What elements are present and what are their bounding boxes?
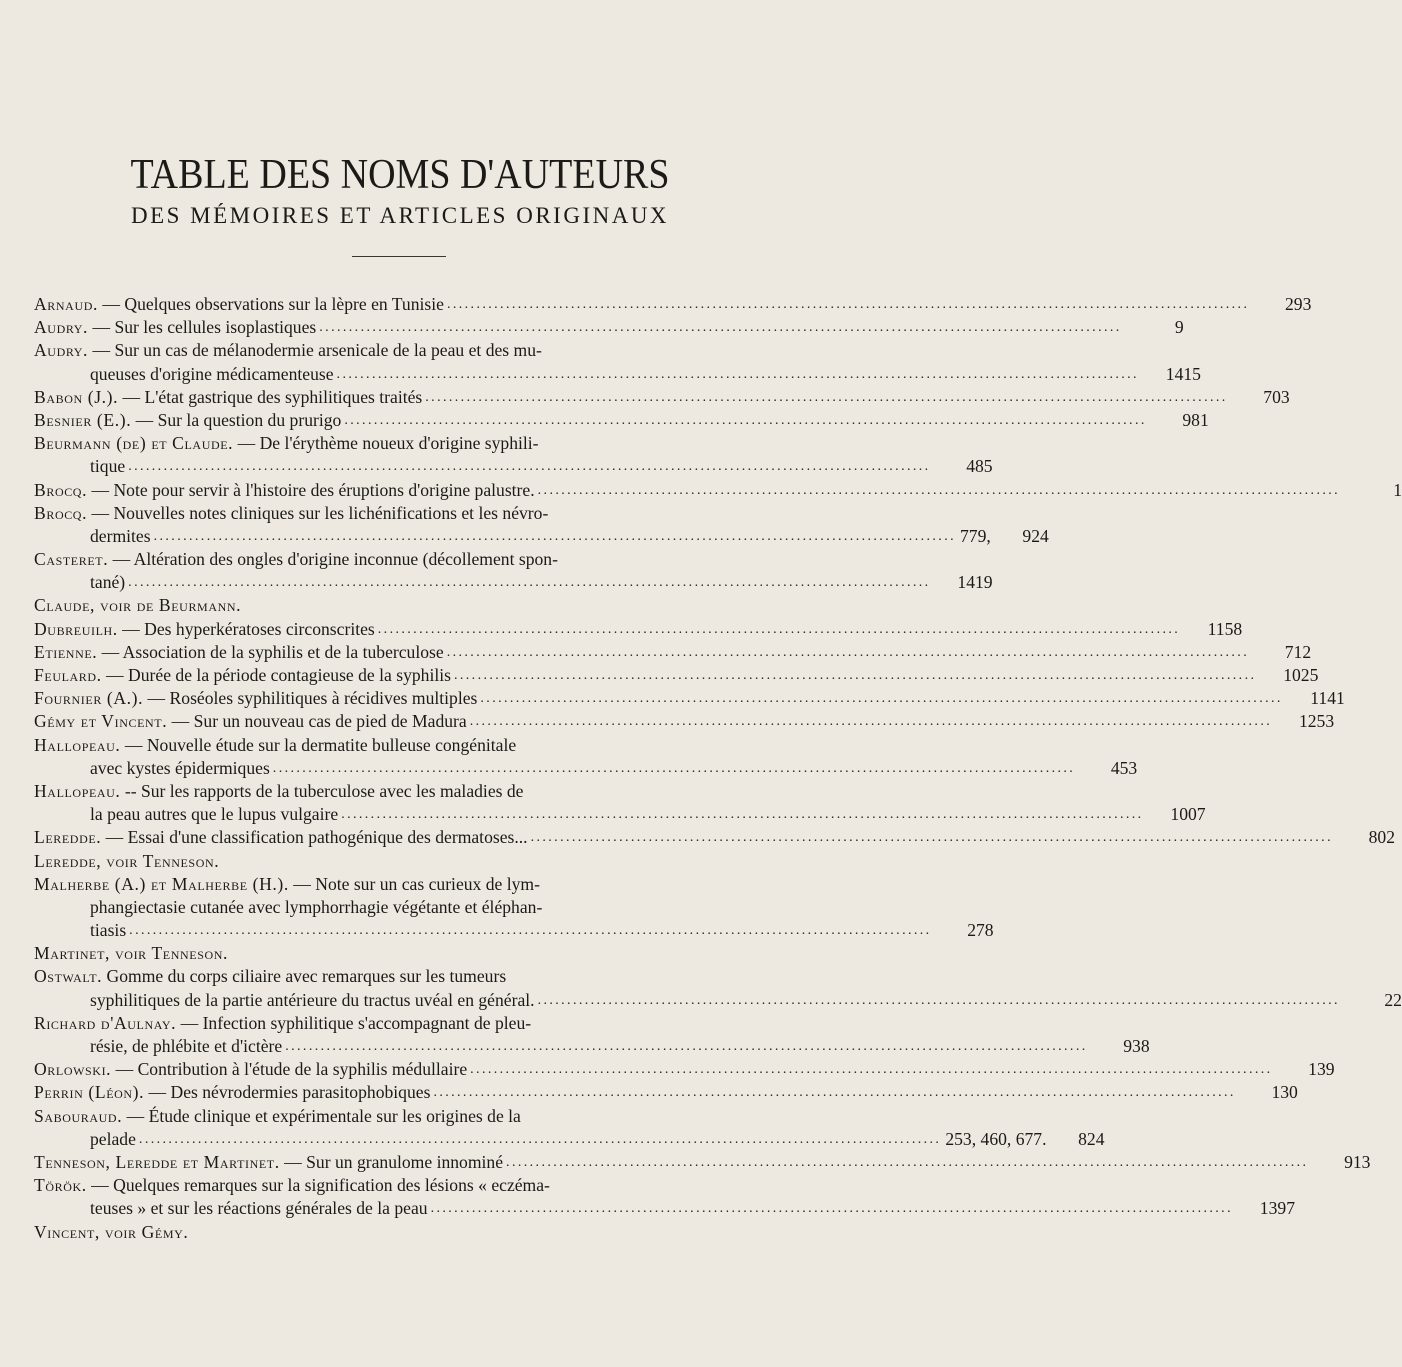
entry-line (34, 873, 662, 896)
page-number: 293 (1284, 294, 1312, 314)
dot-leader (433, 1081, 1235, 1104)
entry-line (34, 850, 662, 873)
dot-leader (470, 1058, 1272, 1081)
author-name: Audry. (34, 317, 89, 338)
author-name: Arnaud. (34, 294, 98, 314)
page-number: 938 (1123, 1036, 1150, 1056)
entry-title: — L'état gastrique des syphilitiques traités (118, 386, 423, 407)
page-number: 802 (1368, 827, 1395, 848)
page-number: 924 (1022, 525, 1049, 546)
author-name: Török. (34, 1175, 87, 1196)
author-name: Brocq. (34, 502, 88, 523)
entry-line (34, 664, 1319, 687)
entry-title: — Quelques remarques sur la signification des lésions « eczéma- (86, 1175, 550, 1196)
entry-title: — Note sur un cas curieux de lym- (288, 873, 540, 894)
author-index-list (34, 293, 1402, 1244)
dot-leader (154, 525, 956, 548)
dot-leader (506, 1151, 1308, 1174)
entry-line (34, 826, 1395, 849)
author-name: Dubreuilh. (34, 618, 118, 639)
page-number: 1419 (957, 572, 993, 593)
page-title: TABLE DES NOMS D'AUTEURS (130, 151, 670, 199)
index-entry (34, 942, 662, 965)
author-name: Babon (J.). (34, 386, 119, 407)
index-entry (34, 850, 662, 873)
entry-title: -- Sur les rapports de la tuberculose avec les maladies de (120, 780, 524, 801)
author-name: Besnier (E.). (34, 409, 132, 430)
index-entry (34, 1174, 1295, 1220)
author-name: Orlowski. (34, 1059, 112, 1080)
entry-title: — Association de la syphilis et de la tuberculose (97, 641, 444, 662)
page-number: 1007 (1170, 804, 1206, 825)
entry-line (34, 1197, 1295, 1220)
entry-line (34, 803, 1206, 826)
page-number: 9 (1174, 317, 1184, 338)
entry-title: — Des hyperkératoses circonscrites (117, 618, 375, 639)
entry-title-continued: tiasis (90, 920, 127, 941)
page-number: 453 (1110, 757, 1138, 778)
entry-title: — Infection syphilitique s'accompagnant de pleu- (176, 1012, 532, 1033)
entry-title: — Note pour servir à l'histoire des éruptions d'origine palustre. (87, 479, 535, 500)
entry-title-continued: la peau autres que le lupus vulgaire (90, 804, 339, 825)
dot-leader (454, 664, 1256, 687)
dot-leader (319, 316, 1121, 339)
entry-line (34, 571, 993, 594)
entry-line (34, 293, 1312, 316)
entry-line (34, 1035, 1150, 1058)
entry-line (34, 1221, 662, 1244)
author-name: Ostwalt. (34, 966, 103, 987)
entry-line (34, 409, 1209, 432)
entry-title-continued: pelade (90, 1128, 136, 1149)
author-name: Gémy et Vincent. (34, 711, 168, 732)
page-number: 1415 (1165, 363, 1201, 384)
index-entry (34, 1058, 1335, 1081)
entry-line (34, 942, 662, 965)
entry-line (34, 432, 662, 455)
index-entry (34, 641, 1312, 664)
index-entry (34, 664, 1319, 687)
entry-title: — Sur la question du prurigo (131, 409, 342, 430)
author-name: Leredde. (34, 827, 102, 848)
author-name: Brocq. (34, 479, 88, 500)
entry-line (34, 525, 1049, 548)
page-number: 712 (1284, 641, 1312, 662)
dot-leader (273, 757, 1075, 780)
entry-line (34, 594, 662, 617)
dot-leader (128, 571, 930, 594)
index-entry (34, 479, 1402, 502)
page-number: 130 (1271, 1082, 1298, 1103)
entry-title: — Essai d'une classification pathogénique des dermatoses... (101, 827, 528, 848)
entry-title: — Roséoles syphilitiques à récidives multiples (143, 688, 478, 709)
index-entry (34, 965, 1402, 1011)
page-subtitle: DES MÉMOIRES ET ARTICLES ORIGINAUX (130, 203, 670, 228)
page-number: 1158 (1207, 618, 1243, 639)
entry-title: Gomme du corps ciliaire avec remarques sur les tumeurs (102, 966, 507, 987)
entry-line (34, 965, 662, 988)
page-number: 1397 (1259, 1198, 1295, 1219)
page-number: 1141 (1310, 688, 1345, 709)
author-name: Fournier (A.). (34, 688, 144, 709)
entry-line (34, 710, 1335, 733)
dot-leader (431, 1197, 1233, 1220)
entry-title: — Des névrodermies parasitophobiques (144, 1082, 431, 1103)
entry-line (34, 618, 1243, 641)
author-name: Claude, voir de Beurmann. (34, 595, 242, 616)
entry-line (34, 757, 1138, 780)
author-name: Vincent, voir Gémy. (34, 1221, 189, 1242)
dot-leader (337, 363, 1139, 386)
index-entry (34, 1151, 1371, 1174)
entry-line (34, 479, 1402, 502)
author-name: Richard d'Aulnay. (34, 1012, 177, 1033)
entry-line (34, 455, 993, 478)
index-entry (34, 432, 993, 478)
entry-line (34, 339, 662, 362)
page-number: 824 (1078, 1128, 1105, 1149)
entry-line (34, 641, 1312, 664)
entry-title-continued: phangiectasie cutanée avec lymphorrhagie végétante et éléphan- (90, 896, 543, 917)
author-name: Sabouraud. (34, 1105, 123, 1126)
entry-title: — Étude clinique et expérimentale sur les origines de la (122, 1105, 521, 1126)
page-number: 981 (1182, 409, 1209, 430)
index-entry (34, 409, 1209, 432)
entry-line (34, 1012, 662, 1035)
index-entry (34, 618, 1243, 641)
page-number: 703 (1263, 386, 1290, 407)
entry-title-continued: tané) (90, 572, 126, 593)
author-name: Beurmann (de) et Claude. (34, 433, 234, 454)
entry-line (34, 896, 662, 919)
entry-title-continued: syphilitiques de la partie antérieure du tractus uvéal en général. (90, 989, 535, 1010)
index-entry (34, 594, 662, 617)
dot-leader (538, 479, 1340, 502)
author-name: Malherbe (A.) et Malherbe (H.). (34, 873, 289, 894)
dot-leader (128, 455, 930, 478)
entry-line (34, 1081, 1298, 1104)
entry-line (34, 386, 1290, 409)
entry-line (34, 780, 662, 803)
entry-line (34, 919, 994, 942)
dot-leader (139, 1128, 941, 1151)
entry-title-continued: tique (90, 456, 126, 477)
author-name: Leredde, voir Tenneson. (34, 850, 220, 871)
dot-leader (129, 919, 931, 942)
title-divider (352, 256, 446, 257)
entry-title: — Nouvelle étude sur la dermatite bulleuse congénitale (120, 734, 517, 755)
entry-title: — Durée de la période contagieuse de la syphilis (101, 665, 451, 685)
index-entry (34, 873, 994, 943)
entry-title-continued: queuses d'origine médicamenteuse (90, 363, 334, 384)
index-entry (34, 548, 993, 594)
entry-line (34, 548, 662, 571)
index-entry (34, 1221, 662, 1244)
entry-line (34, 1058, 1335, 1081)
page-number: 278 (967, 920, 994, 941)
entry-title: — Contribution à l'étude de la syphilis médullaire (111, 1059, 468, 1080)
index-entry (34, 316, 1184, 339)
entry-title-continued: avec kystes épidermiques (90, 757, 270, 778)
entry-line (34, 734, 662, 757)
index-entry (34, 687, 1345, 710)
page-number: 913 (1344, 1151, 1371, 1172)
index-entry (34, 780, 1206, 826)
entry-line (34, 1151, 1371, 1174)
page-number: 1025 (1283, 665, 1319, 685)
page-refs-extra: 779, (960, 525, 991, 546)
index-entry (34, 826, 1395, 849)
author-name: Etienne. (34, 641, 98, 662)
dot-leader (470, 710, 1272, 733)
entry-title: — De l'érythème noueux d'origine syphili- (233, 433, 539, 454)
page-number: 139 (1308, 1059, 1335, 1080)
entry-title-continued: dermites (90, 525, 151, 546)
dot-leader (480, 687, 1282, 710)
index-entry (34, 1081, 1298, 1104)
author-name: Martinet, voir Tenneson. (34, 943, 228, 964)
author-name: Audry. (34, 340, 89, 361)
entry-line (34, 687, 1345, 710)
index-entry (34, 386, 1290, 409)
index-entry (34, 339, 1201, 385)
entry-line (34, 1128, 1105, 1151)
entry-title: — Quelques observations sur la lèpre en Tunisie (97, 294, 444, 314)
entry-title: — Altération des ongles d'origine inconnue (décollement spon- (108, 549, 558, 570)
entry-title: — Sur les cellules isoplastiques (88, 317, 317, 338)
entry-line (34, 363, 1201, 386)
dot-leader (447, 293, 1249, 316)
entry-line (34, 1105, 662, 1128)
author-name: Hallopeau. (34, 780, 121, 801)
entry-title: — Sur un cas de mélanodermie arsenicale de la peau et des mu- (88, 340, 542, 361)
entry-title: — Nouvelles notes cliniques sur les lichénifications et les névro- (87, 502, 549, 523)
author-name: Casteret. (34, 549, 109, 570)
author-name: Tenneson, Leredde et Martinet. (34, 1151, 280, 1172)
dot-leader (538, 989, 1340, 1012)
index-entry (34, 710, 1335, 733)
author-name: Feulard. (34, 665, 102, 685)
page-refs-extra: 253, 460, 677. (945, 1128, 1047, 1149)
dot-leader (447, 641, 1249, 664)
page-number: 1253 (1298, 711, 1335, 732)
dot-leader (425, 386, 1227, 409)
page-number: 485 (966, 456, 993, 477)
dot-leader (378, 618, 1180, 641)
entry-line (34, 989, 1402, 1012)
index-entry (34, 1012, 1150, 1058)
index-entry (34, 1105, 1105, 1151)
entry-title-continued: teuses » et sur les réactions générales de la peau (90, 1198, 428, 1219)
page-number: 1 (1393, 479, 1402, 500)
dot-leader (531, 826, 1333, 849)
page-number: 22 (1384, 989, 1402, 1010)
index-entry (34, 734, 1138, 780)
index-entry (34, 293, 1312, 316)
dot-leader (285, 1035, 1087, 1058)
author-name: Hallopeau. (34, 734, 121, 755)
dot-leader (341, 803, 1143, 826)
entry-line (34, 1174, 662, 1197)
entry-title: — Sur un granulome innominé (279, 1151, 504, 1172)
entry-line (34, 316, 1184, 339)
author-name: Perrin (Léon). (34, 1082, 145, 1103)
entry-title: — Sur un nouveau cas de pied de Madura (167, 711, 467, 732)
entry-title-continued: résie, de phlébite et d'ictère (90, 1036, 283, 1056)
entry-line (34, 502, 662, 525)
dot-leader (344, 409, 1146, 432)
index-entry (34, 502, 1049, 548)
